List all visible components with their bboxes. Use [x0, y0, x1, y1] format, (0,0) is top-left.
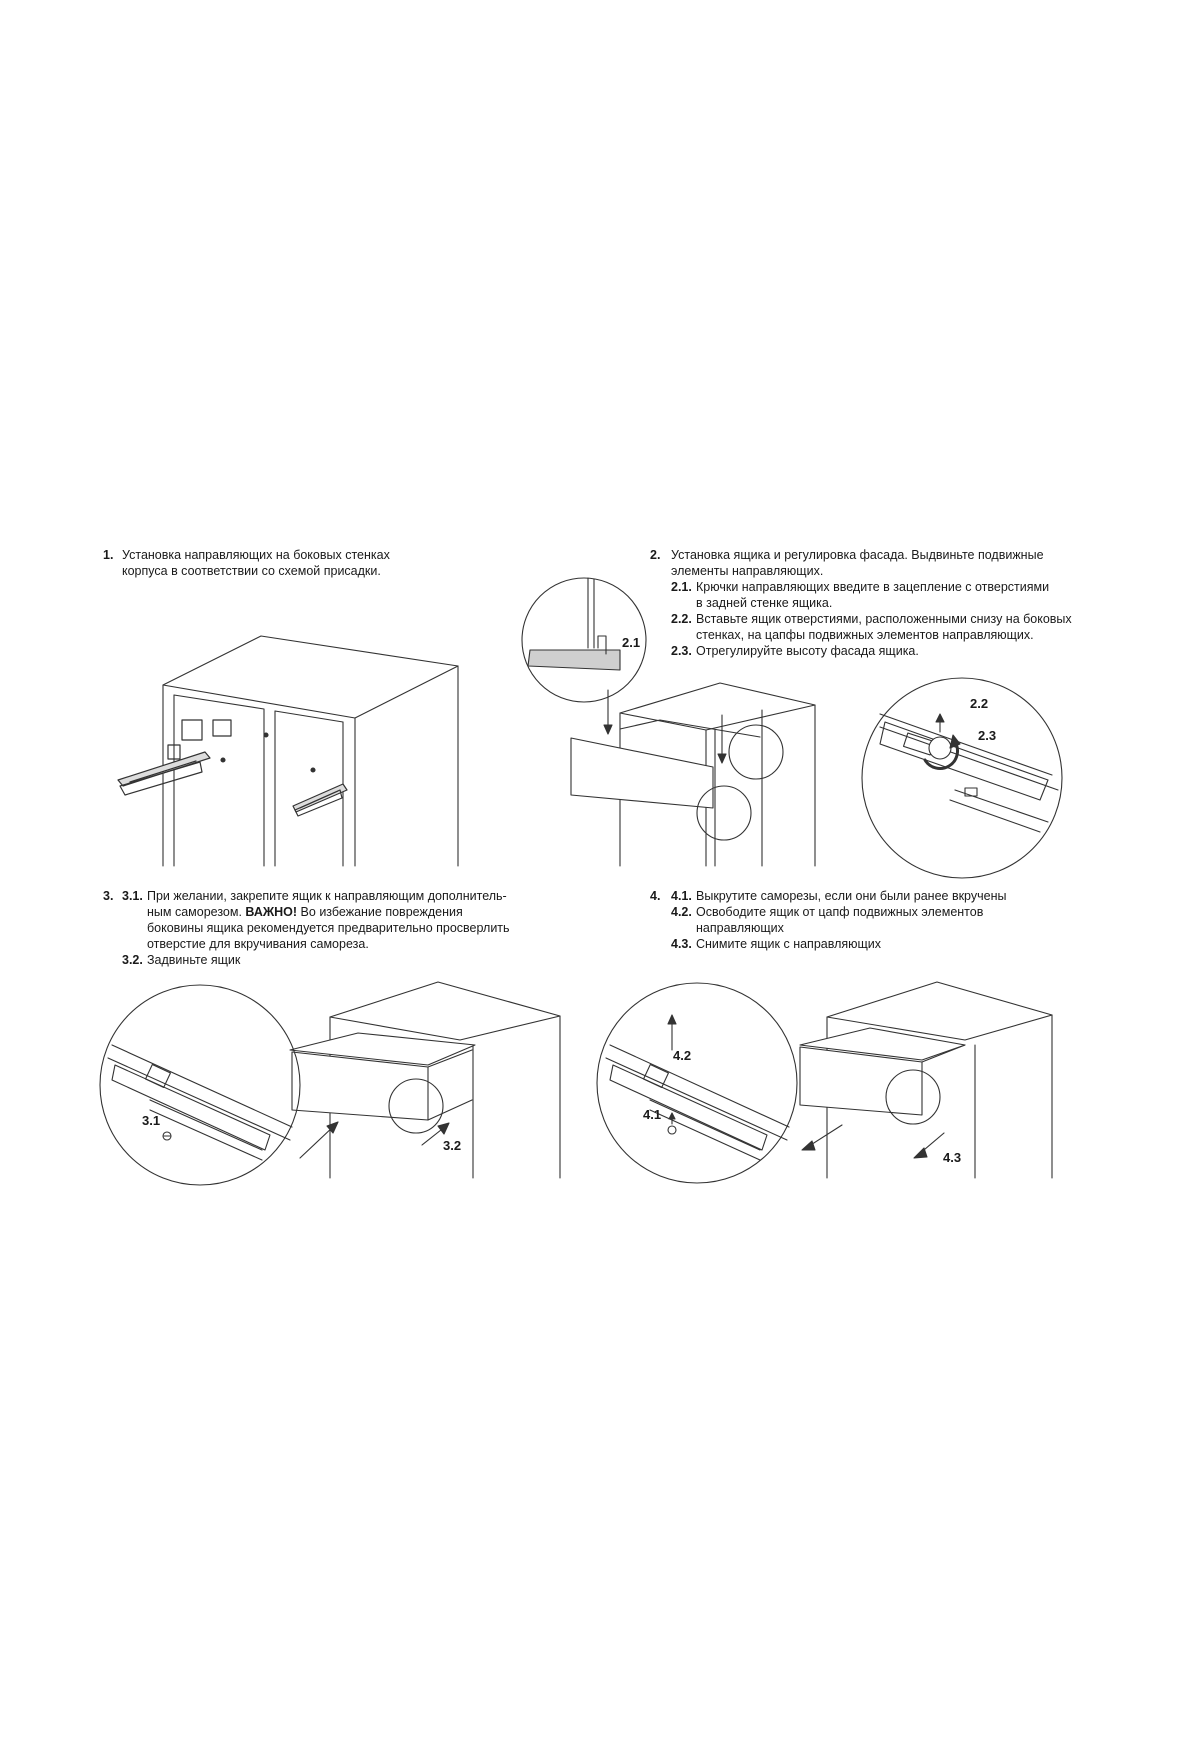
step-1-line-2: корпуса в соответствии со схемой присадки.	[122, 564, 381, 578]
step-3-1-line-2b: Во избежание повреждения	[297, 905, 463, 919]
step-1-cabinet-illustration	[118, 636, 458, 866]
callout-4-2: 4.2	[673, 1048, 692, 1063]
screw-icon-4-1	[668, 1113, 676, 1134]
step-4-number: 4.	[650, 889, 661, 903]
step-3-2-line-1: Задвиньте ящик	[147, 953, 241, 967]
step-3-number: 3.	[103, 889, 114, 903]
step-4-1-line-1: Выкрутите саморезы, если они были ранее вкручены	[696, 889, 1007, 903]
step-4-2-line-1: Освободите ящик от цапф подвижных элементов	[696, 905, 984, 919]
callout-2-2: 2.2	[970, 696, 989, 711]
step-3-cabinet-illustration	[100, 982, 560, 1185]
step-1-number: 1.	[103, 548, 114, 562]
step-2-number: 2.	[650, 548, 661, 562]
detail-circle-4	[597, 983, 797, 1183]
callout-2-3: 2.3	[978, 728, 997, 743]
step-2-2-line-2: стенках, на цапфы подвижных элементов направляющих.	[696, 628, 1034, 642]
step-4-1-number: 4.1.	[671, 889, 692, 903]
callout-2-1: 2.1	[622, 635, 641, 650]
right-drawer-slide	[293, 784, 347, 816]
step-2-intro-2: элементы направляющих.	[671, 564, 824, 578]
step-3-1-line-4: отверстие для вкручивания самореза.	[147, 937, 369, 951]
callout-3-1: 3.1	[142, 1113, 161, 1128]
step-3-important: ВАЖНО!	[245, 905, 298, 919]
step-4-2-number: 4.2.	[671, 905, 692, 919]
detail-circle-3-1	[100, 985, 300, 1185]
step-2-3-line-1: Отрегулируйте высоту фасада ящика.	[696, 644, 919, 658]
step-4-3-number: 4.3.	[671, 937, 692, 951]
step-2-2-line-1: Вставьте ящик отверстиями, расположенными снизу на боковых	[696, 612, 1072, 626]
step-4-3-line-1: Снимите ящик с направляющих	[696, 937, 882, 951]
callout-3-2: 3.2	[443, 1138, 462, 1153]
drawer-front	[571, 738, 713, 808]
step-4-2-line-2: направляющих	[696, 921, 784, 935]
step-2-1-line-1: Крючки направляющих введите в зацепление с отверстиями	[696, 580, 1050, 594]
callout-4-1: 4.1	[643, 1107, 662, 1122]
step-2-2-number: 2.2.	[671, 612, 692, 626]
screw-icons	[221, 733, 315, 772]
callout-4-3: 4.3	[943, 1150, 962, 1165]
detail-circle-2-2-2-3	[862, 678, 1062, 878]
screw-icon-3-1	[163, 1132, 171, 1140]
step-4-cabinet-illustration	[597, 982, 1052, 1183]
step-2-1-number: 2.1.	[671, 580, 692, 594]
step-2-1-line-2: в задней стенке ящика.	[696, 596, 833, 610]
step-1-line-1: Установка направляющих на боковых стенках	[122, 548, 390, 562]
step-3-2-number: 3.2.	[122, 953, 143, 967]
step-3-1-number: 3.1.	[122, 889, 143, 903]
step-3-1-line-2a: ным саморезом.	[147, 905, 246, 919]
step-3-1-line-3: боковины ящика рекомендуется предварительно просверлить	[147, 921, 510, 935]
step-2-3-number: 2.3.	[671, 644, 692, 658]
step-2-intro-1: Установка ящика и регулировка фасада. Выдвиньте подвижные	[671, 548, 1044, 562]
step-3-1-line-1: При желании, закрепите ящик к направляющим дополнитель-	[147, 889, 507, 903]
